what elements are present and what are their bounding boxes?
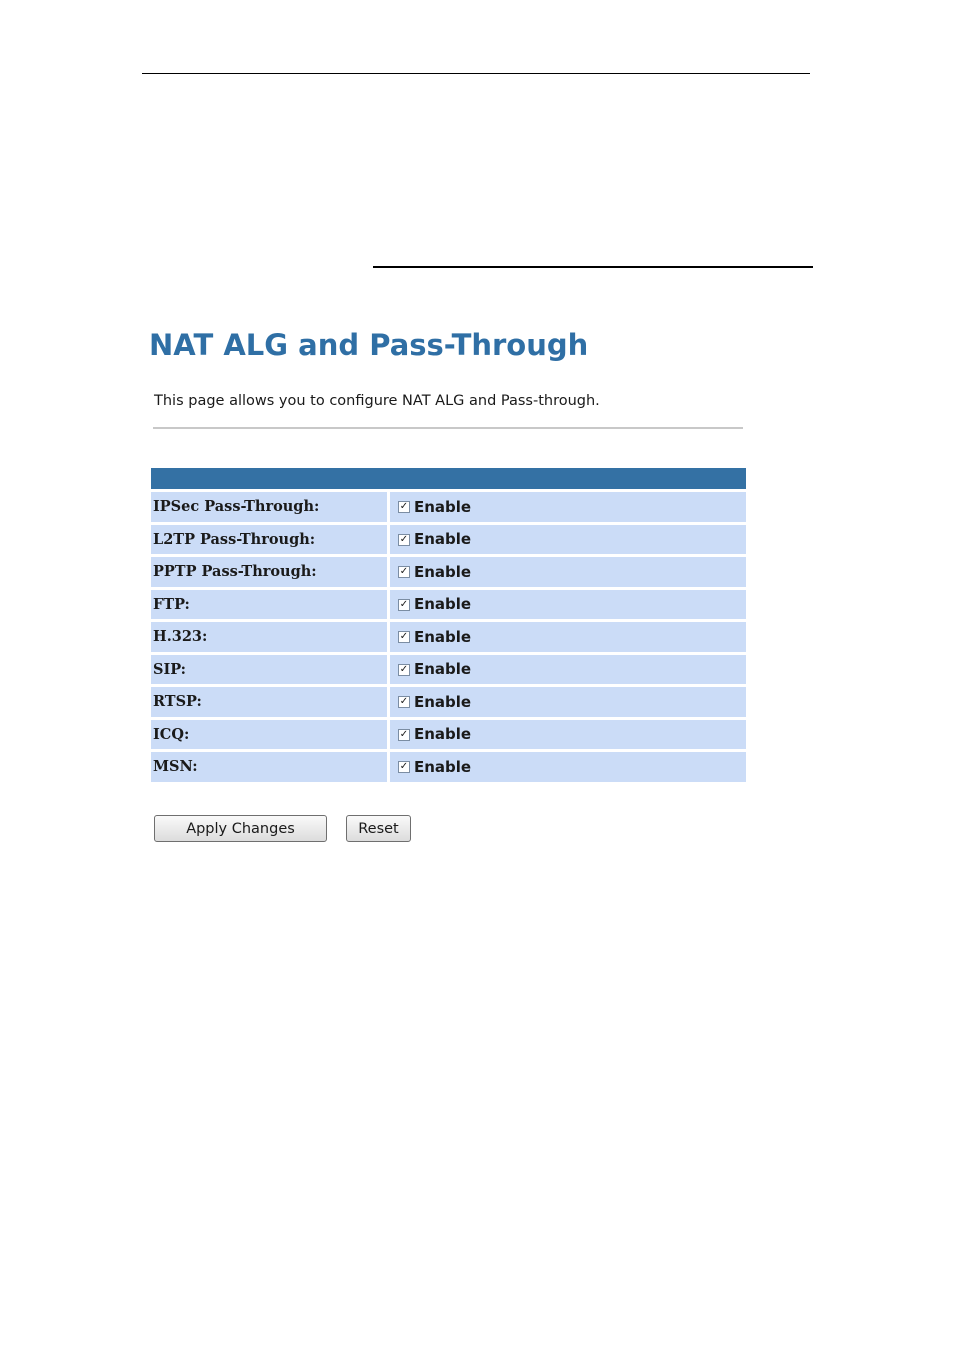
option-value-icq <box>390 720 746 750</box>
description-divider <box>153 427 743 429</box>
option-value-ipsec <box>390 492 746 522</box>
table-header-bar <box>151 468 746 489</box>
option-label-rtsp: RTSP: <box>151 687 387 717</box>
option-row-l2tp <box>151 525 746 555</box>
option-label-sip: SIP: <box>151 655 387 685</box>
page-description: This page allows you to configure NAT ALG and Pass-through. <box>154 393 600 409</box>
option-value-rtsp <box>390 687 746 717</box>
option-row-pptp <box>151 557 746 587</box>
apply-changes-button[interactable]: Apply Changes <box>154 815 327 842</box>
nat-alg-settings-table <box>151 468 746 785</box>
option-row-msn <box>151 752 746 782</box>
sip-enable-label[interactable]: Enable <box>414 660 472 679</box>
option-value-ftp <box>390 590 746 620</box>
option-label-l2tp: L2TP Pass-Through: <box>151 525 387 555</box>
option-label-msn: MSN: <box>151 752 387 782</box>
option-row-ftp <box>151 590 746 620</box>
option-value-msn <box>390 752 746 782</box>
option-row-sip <box>151 655 746 685</box>
l2tp-enable-checkbox[interactable]: ✓ <box>399 533 409 545</box>
h323-enable-checkbox[interactable]: ✓ <box>399 631 409 643</box>
l2tp-enable-label[interactable]: Enable <box>414 530 472 549</box>
option-value-sip <box>390 655 746 685</box>
ftp-enable-checkbox[interactable]: ✓ <box>399 598 409 610</box>
rtsp-enable-checkbox[interactable]: ✓ <box>399 696 409 708</box>
option-value-l2tp <box>390 525 746 555</box>
rtsp-enable-label[interactable]: Enable <box>414 692 472 711</box>
option-label-ipsec: IPSec Pass-Through: <box>151 492 387 522</box>
h323-enable-label[interactable]: Enable <box>414 627 472 646</box>
pptp-enable-label[interactable]: Enable <box>414 562 472 581</box>
option-value-h323 <box>390 622 746 652</box>
option-row-icq <box>151 720 746 750</box>
msn-enable-label[interactable]: Enable <box>414 757 472 776</box>
reset-button[interactable]: Reset <box>346 815 411 842</box>
document-header-rule <box>142 73 810 74</box>
option-row-ipsec <box>151 492 746 522</box>
option-label-ftp: FTP: <box>151 590 387 620</box>
document-section-rule <box>373 266 813 268</box>
option-label-icq: ICQ: <box>151 720 387 750</box>
ipsec-enable-checkbox[interactable]: ✓ <box>399 501 409 513</box>
option-row-rtsp <box>151 687 746 717</box>
option-value-pptp <box>390 557 746 587</box>
msn-enable-checkbox[interactable]: ✓ <box>399 761 409 773</box>
ipsec-enable-label[interactable]: Enable <box>414 497 472 516</box>
ftp-enable-label[interactable]: Enable <box>414 595 472 614</box>
icq-enable-checkbox[interactable]: ✓ <box>399 728 409 740</box>
icq-enable-label[interactable]: Enable <box>414 725 472 744</box>
option-label-h323: H.323: <box>151 622 387 652</box>
pptp-enable-checkbox[interactable]: ✓ <box>399 566 409 578</box>
sip-enable-checkbox[interactable]: ✓ <box>399 663 409 675</box>
option-label-pptp: PPTP Pass-Through: <box>151 557 387 587</box>
page-title: NAT ALG and Pass-Through <box>149 328 589 362</box>
option-row-h323 <box>151 622 746 652</box>
